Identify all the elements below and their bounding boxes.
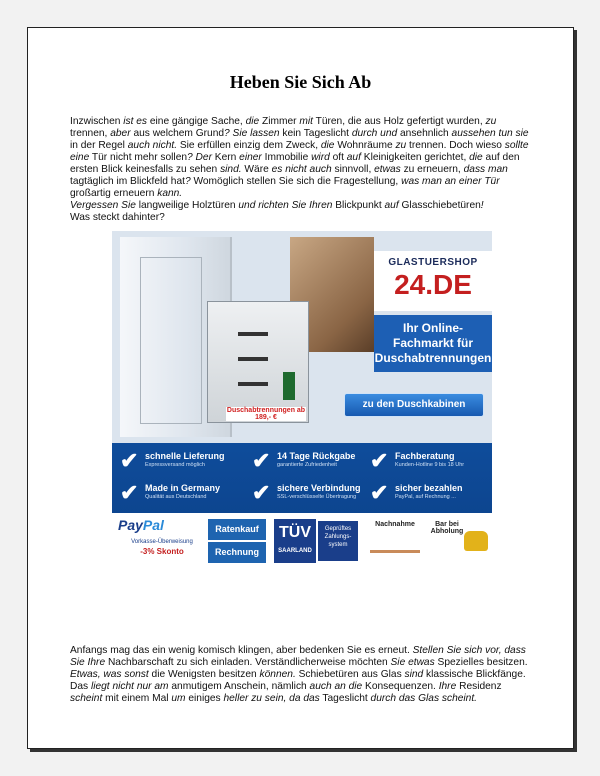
intro-segment: die	[320, 140, 335, 151]
shower-photo-small	[207, 301, 309, 423]
feature-subtitle: SSL-verschlüsselte Übertragung	[277, 494, 357, 500]
intro-segment: es nicht auch	[271, 164, 332, 175]
feature-title: sicher bezahlen	[395, 483, 463, 493]
intro-segment: kein Tageslicht	[279, 128, 352, 139]
intro-segment: einer	[239, 152, 262, 163]
feature-title: Made in Germany	[145, 483, 221, 493]
intro-segment: ?	[184, 176, 191, 187]
callout-segment: auf	[384, 200, 399, 211]
feature-title: sichere Verbindung	[277, 483, 361, 493]
intro-segment: sinnvoll,	[331, 164, 375, 175]
shop-logo	[374, 251, 492, 311]
checkmark-icon: ✔	[370, 480, 389, 505]
logo-top-text: GLASTUERSHOP	[388, 257, 478, 268]
intro-segment: Sie erfüllen einzig dem Zweck,	[177, 140, 321, 151]
intro-segment: die	[469, 152, 483, 163]
closing-segment: Anfangs mag das ein wenig komisch klingen, aber bedenken Sie es erneut.	[70, 645, 413, 656]
closing-segment: Tageslicht	[319, 693, 371, 704]
intro-segment: auf	[346, 152, 361, 163]
intro-segment: Womöglich stellen Sie sich die Fragestellung,	[190, 176, 402, 187]
closing-segment: können.	[259, 669, 296, 680]
closing-segment: die Wenigsten besitzen	[148, 669, 260, 680]
closing-paragraph	[70, 645, 535, 705]
intro-segment: dass man	[463, 164, 508, 175]
feature-title: 14 Tage Rückgabe	[277, 451, 356, 461]
callout-segment: Glasschiebetüren	[398, 200, 481, 211]
intro-segment: aussehen tun sie	[451, 128, 529, 139]
nachnahme-logo	[366, 521, 424, 553]
intro-segment: aus welchem Grund	[130, 128, 225, 139]
checkmark-icon: ✔	[120, 448, 139, 473]
intro-callout	[70, 200, 484, 211]
intro-segment: trennen,	[70, 128, 111, 139]
closing-segment: Residenz	[456, 681, 502, 692]
callout-segment: langweilige Holztüren	[135, 200, 239, 211]
callout-segment: !	[480, 200, 484, 211]
closing-segment: heller zu sein, da das	[223, 693, 320, 704]
car-icon	[464, 531, 488, 551]
feature-title: Fachberatung	[395, 451, 455, 461]
vorkasse-text: Vorkasse-Überweisung	[131, 539, 193, 545]
intro-segment: wird	[311, 152, 330, 163]
intro-segment: etwas	[374, 164, 401, 175]
intro-segment: Kern	[211, 152, 240, 163]
paypal-pal: Pal	[142, 517, 164, 533]
tuv-sub: SAARLAND	[278, 548, 312, 554]
feature-subtitle: PayPal, auf Rechnung ...	[395, 494, 456, 500]
logo-big-text: 24.DE	[394, 269, 472, 300]
closing-segment: Ihre	[438, 681, 457, 692]
closing-segment: einiges	[185, 693, 224, 704]
checkmark-icon: ✔	[252, 448, 271, 473]
intro-text	[70, 116, 529, 199]
feature-item	[370, 449, 490, 477]
intro-segment: sind.	[220, 164, 242, 175]
closing-segment: um	[171, 693, 186, 704]
intro-segment: zu	[485, 116, 497, 127]
checkmark-icon: ✔	[120, 480, 139, 505]
duschkabinen-button[interactable]: zu den Duschkabinen	[344, 393, 484, 417]
paypal-pay: Pay	[118, 517, 143, 533]
checkmark-icon: ✔	[370, 448, 389, 473]
feature-subtitle: garantierte Zufriedenheit	[277, 462, 337, 468]
feature-subtitle: Kunden-Hotline 9 bis 18 Uhr	[395, 462, 465, 468]
intro-segment: kann.	[157, 188, 183, 199]
tuv-logo	[274, 519, 316, 563]
intro-segment: was man an einer Tür	[401, 176, 500, 187]
intro-segment: auf den ersten Blick keinesfalls zu sehen	[70, 152, 520, 175]
intro-segment: aber	[110, 128, 131, 139]
intro-segment: die	[245, 116, 260, 127]
intro-segment: zu erneuern,	[400, 164, 464, 175]
intro-segment: mit	[299, 116, 313, 127]
callout-segment: und richten Sie Ihren	[238, 200, 333, 211]
nachnahme-text: Nachnahme	[375, 521, 415, 528]
intro-segment: Immobilie	[261, 152, 312, 163]
intro-paragraph	[70, 116, 535, 224]
tuv-text: TÜV	[279, 524, 311, 541]
intro-segment: in der Regel	[70, 140, 128, 151]
shop-tagline: Ihr Online-Fachmarkt für Duschabtrennungen	[374, 315, 492, 372]
klarna-logos	[208, 519, 266, 563]
closing-segment: Nachbarschaft zu sich einladen. Verständlicherweise möchten	[105, 657, 391, 668]
rechnung-label: Rechnung	[208, 542, 266, 563]
intro-segment: Tür nicht mehr sollen	[89, 152, 188, 163]
intro-segment: eine gängige Sache,	[147, 116, 246, 127]
closing-segment: Stellen Sie sich vor, dass Sie Ihre	[70, 645, 526, 668]
page-title: Heben Sie Sich Ab	[229, 72, 372, 92]
intro-segment: ? Der	[187, 152, 212, 163]
closing-segment: Schiebetüren aus Glas	[295, 669, 405, 680]
closing-segment: mit einem Mal	[102, 693, 172, 704]
intro-segment: sollte eine	[70, 140, 529, 163]
feature-item	[120, 481, 240, 509]
callout-segment: Blickpunkt	[332, 200, 385, 211]
feature-item	[252, 449, 372, 477]
intro-segment: Wohnräume	[334, 140, 396, 151]
closing-segment: Etwas, was sonst	[70, 669, 149, 680]
closing-segment: scheint	[70, 693, 103, 704]
document-page	[27, 27, 574, 749]
intro-segment: ansehnlich	[397, 128, 452, 139]
intro-segment: auch nicht.	[127, 140, 178, 151]
feature-subtitle: Qualität aus Deutschland	[145, 494, 207, 500]
closing-segment: klassische Blickfänge. Das	[70, 669, 526, 692]
checkmark-icon: ✔	[252, 480, 271, 505]
intro-segment: ? Sie lassen	[224, 128, 280, 139]
intro-segment: oft	[329, 152, 347, 163]
intro-segment: zu	[395, 140, 407, 151]
intro-segment: Türen, die aus Holz gefertigt wurden,	[312, 116, 486, 127]
intro-segment: Kleinigkeiten gerichtet,	[360, 152, 470, 163]
closing-segment: durch das Glas scheint.	[370, 693, 477, 704]
intro-segment: ist es	[123, 116, 148, 127]
intro-segment: trennen. Doch wieso	[406, 140, 505, 151]
price-label: Duschabtrennungen ab 189,- €	[226, 407, 306, 421]
bar-bei-abholung: Bar bei Abholung	[430, 521, 464, 535]
paypal-logo	[118, 517, 206, 567]
feature-item	[120, 449, 240, 477]
closing-segment: auch an die	[309, 681, 363, 692]
intro-segment: Inzwischen	[70, 116, 124, 127]
callout-segment: Vergessen Sie	[70, 200, 136, 211]
closing-segment: liegt nicht nur am	[90, 681, 169, 692]
intro-question: Was steckt dahinter?	[70, 212, 165, 223]
payment-logos	[112, 513, 492, 571]
closing-segment: Konsequenzen.	[362, 681, 439, 692]
closing-segment: Sie etwas	[390, 657, 435, 668]
shop-banner[interactable]	[112, 231, 492, 571]
closing-segment: Spezielles besitzen.	[434, 657, 528, 668]
feature-item	[370, 481, 490, 509]
intro-segment: Zimmer	[259, 116, 300, 127]
intro-segment: großartig erneuern	[70, 188, 158, 199]
feature-title: schnelle Lieferung	[145, 451, 225, 461]
feature-item	[252, 481, 372, 509]
intro-segment: tagtäglich im Blickfeld hat	[70, 176, 185, 187]
geprueft-badge: Geprüftes Zahlungs-system	[318, 521, 358, 561]
closing-segment: anmutigem Anschein, nämlich	[168, 681, 310, 692]
ratenkauf-label: Ratenkauf	[208, 519, 266, 540]
feature-subtitle: Expressversand möglich	[145, 462, 205, 468]
skonto-text: -3% Skonto	[140, 547, 184, 556]
intro-segment: Wäre	[241, 164, 272, 175]
closing-segment: sind	[404, 669, 424, 680]
intro-segment: durch und	[351, 128, 398, 139]
